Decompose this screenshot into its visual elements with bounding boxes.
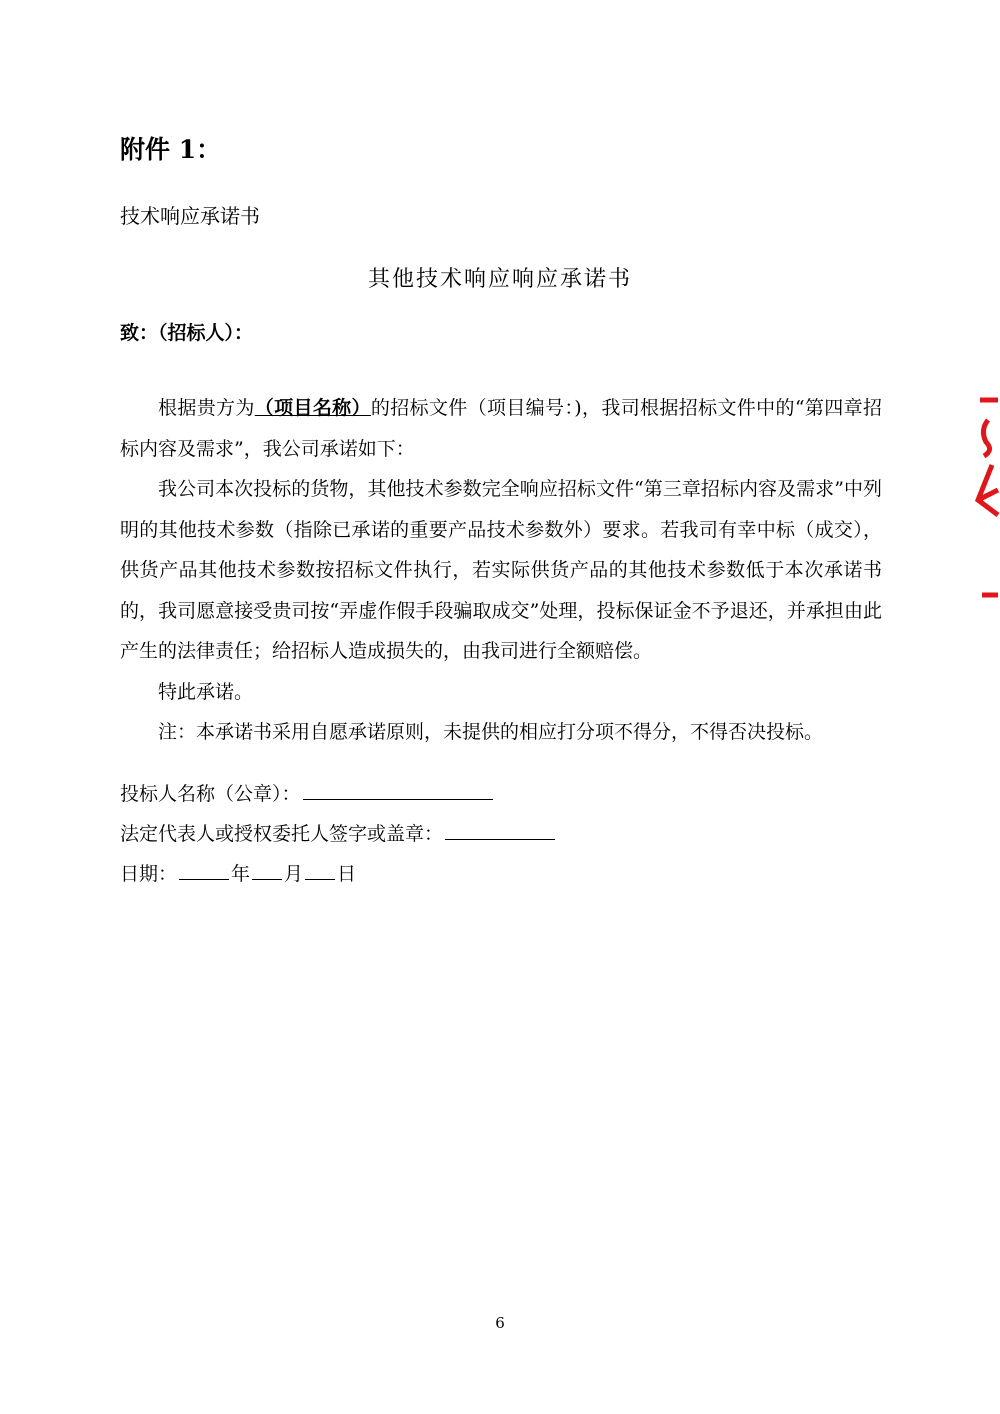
intro-text-before: 根据贵方为: [158, 397, 255, 419]
bidder-name-line: [120, 779, 495, 806]
intro-text-after: 的招标文件（项目编号：)，我司根据招标文件中的“第四章招标内容及需求”，我公司承诺如下：: [120, 397, 882, 460]
date-label: 日期：: [120, 863, 178, 885]
year-label: 年: [231, 863, 251, 885]
day-blank[interactable]: [305, 859, 335, 880]
document-title: 其他技术响应响应承诺书: [367, 267, 632, 292]
bidder-name-blank[interactable]: [303, 779, 493, 800]
bidder-name-label: 投标人名称（公章）：: [120, 783, 301, 805]
month-label: 月: [284, 863, 304, 885]
paragraph-closing: 特此承诺。: [158, 680, 254, 703]
paragraph-note: 注：本承诺书采用自愿承诺原则，未提供的相应打分项不得分，不得否决投标。: [158, 721, 824, 743]
representative-line: [120, 819, 557, 846]
letter-body: [120, 388, 882, 753]
red-seal-fragment: [970, 390, 1000, 610]
representative-label: 法定代表人或授权委托人签字或盖章：: [120, 823, 444, 845]
paragraph-commitment: 我公司本次投标的货物，其他技术参数完全响应招标文件“第三章招标内容及需求”中列明的其他技术参数（指除已承诺的重要产品技术参数外）要求。若我司有幸中标（成交），供货产品其他技术参数按招标文件执行，若实际供货产品的其他技术参数低于本次承诺书的，我司愿意接受贵司按“弄虚作假手段骗取成交”处理，投标保证金不予退还，并承担由此产生的法律责任；给招标人造成损失的，由我司进行全额赔偿。: [120, 478, 882, 662]
paragraph-intro: [120, 388, 882, 469]
addressee: 致：（招标人）：: [120, 322, 254, 344]
year-blank[interactable]: [179, 859, 229, 880]
page-number: 6: [495, 1314, 505, 1332]
annex-heading: 附件 1：: [120, 135, 222, 164]
day-label: 日: [337, 863, 357, 885]
representative-blank[interactable]: [445, 819, 555, 840]
date-line: [120, 859, 356, 886]
month-blank[interactable]: [252, 859, 282, 880]
project-name-placeholder: （项目名称）: [254, 397, 371, 419]
document-type: 技术响应承诺书: [120, 204, 260, 228]
